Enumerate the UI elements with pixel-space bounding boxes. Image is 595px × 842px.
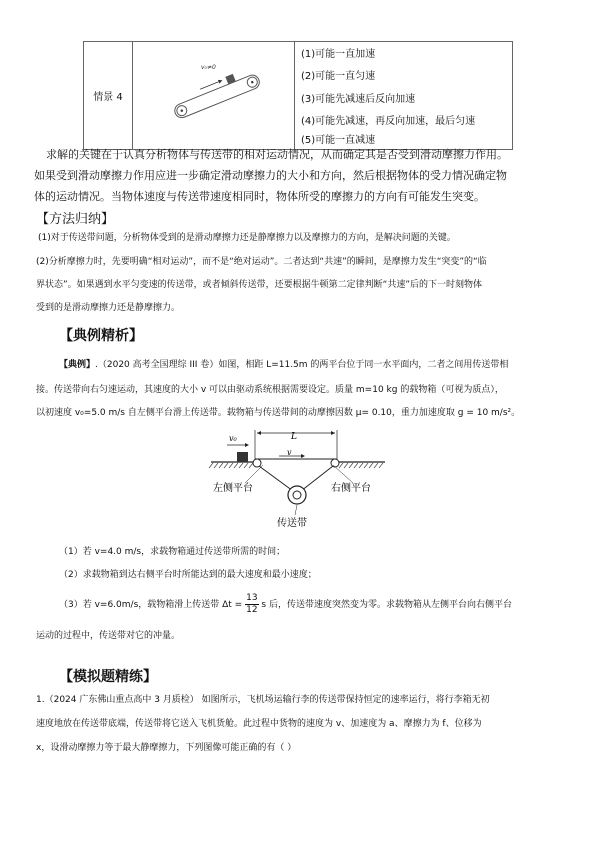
method-line-4: 受到的是滑动摩擦力还是静摩擦力。 (36, 303, 181, 313)
practice-heading: 【模拟题精练】 (59, 669, 157, 685)
scenario-diagram-cell (133, 42, 295, 150)
right-roller (331, 459, 339, 467)
scenario-options (295, 42, 513, 150)
cargo-box (237, 452, 248, 462)
method-line-2: (2)分析摩擦力时，先要明确“相对运动”，而不是“绝对运动”。二者达到“共速”的瞬间，是摩擦力发生“突变”的“临 (36, 257, 487, 267)
method-line-1: (1)对于传送带问题，分析物体受到的是滑动摩擦力还是静摩擦力以及摩擦力的方向，是解决问题的关键。 (38, 233, 456, 243)
example-source: .（2020 高考全国理综 III 卷） (95, 360, 219, 370)
conveyor-figure (205, 425, 390, 545)
method-line-3: 界状态”。如果遇到水平匀变速的传送带，或者倾斜传送带，还要根据牛顿第二定律判断“共速”后的下一时刻物体 (36, 280, 482, 290)
option-4: (4)可能先减速，再反向加速，最后匀速 (301, 116, 476, 127)
v0-label: v₀ (229, 434, 237, 443)
velocity-arrow (200, 82, 219, 89)
scenario-table (83, 41, 513, 150)
example-line-2: 接。传送带向右匀速运动，其速度的大小 v 可以由驱动系统根据需要设定。质量 m=10 kg 的载物箱（可视为质点）， (36, 385, 504, 395)
left-roller (253, 459, 261, 467)
question-3-post: s 后，传送带速度突然变为零。求载物箱从左侧平台向右侧平台 (261, 600, 512, 610)
inclined-belt-diagram (133, 42, 294, 145)
practice-line-3: x，设滑动摩擦力等于最大静摩擦力，下列图像可能正确的有（ ） (36, 743, 297, 753)
fraction-numerator: 13 (246, 593, 258, 603)
question-3-pre: （3）若 v=6.0m/s，载物箱滑上传送带 Δt = (59, 600, 243, 610)
option-1: (1)可能一直加速 (301, 48, 376, 60)
v-label: v (287, 448, 292, 457)
option-3: (3)可能先减速后反向加速 (301, 93, 416, 105)
summary-line-1: 求解的关键在于认真分析物体与传送带的相对运动情况，从而确定其是否受到滑动摩擦力作用。 (46, 148, 508, 161)
example-tag: 【典例】 (59, 360, 96, 370)
question-3-line-2: 运动的过程中，传送带对它的冲量。 (36, 631, 181, 641)
time-fraction (245, 593, 258, 616)
right-platform-label: 右侧平台 (331, 483, 371, 494)
box (225, 74, 235, 84)
option-5: (5)可能一直减速 (301, 134, 376, 146)
example-line-3: 以初速度 v₀=5.0 m/s 自左侧平台滑上传送带。载物箱与传送带间的动摩擦因数 μ= 0.10，重力加速度取 g = 10 m/s²。 (36, 408, 521, 418)
method-heading: 【方法归纳】 (36, 212, 115, 227)
scenario-label: 情景 4 (84, 42, 133, 150)
L-label: L (291, 432, 297, 442)
example-heading: 【典例精析】 (59, 328, 143, 344)
practice-line-2: 速度地放在传送带底端，传送带将它送入飞机货舱。此过程中货物的速度为 v、加速度为 a、摩擦力为 f、位移为 (36, 719, 482, 729)
option-2: (2)可能一直匀速 (301, 71, 376, 82)
fraction-denominator: 12 (246, 605, 258, 615)
belt-label: 传送带 (277, 518, 307, 529)
example-line-1: 如图，相距 L=11.5m 的两平台位于同一水平面内，二者之间用传送带相 (218, 360, 509, 370)
question-1: （1）若 v=4.0 m/s，求载物箱通过传送带所需的时间； (59, 547, 286, 557)
summary-line-2: 如果受到滑动摩擦力作用应进一步确定滑动摩擦力的大小和方向，然后根据物体的受力情况确定物 (34, 169, 507, 182)
summary-line-3: 体的运动情况。当物体速度与传送带速度相同时，物体所受的摩擦力的方向有可能发生突变。 (34, 190, 485, 203)
question-2: （2）求载物箱到达右侧平台时所能达到的最大速度和最小速度； (59, 570, 317, 580)
left-platform-label: 左侧平台 (213, 483, 253, 494)
v0-label: v₀≠0 (201, 64, 216, 71)
practice-line-1: 1.（2024 广东佛山重点高中 3 月质检） 如图所示，飞机场运输行李的传送带保持恒定的速率运行，将行李箱无初 (36, 695, 490, 705)
